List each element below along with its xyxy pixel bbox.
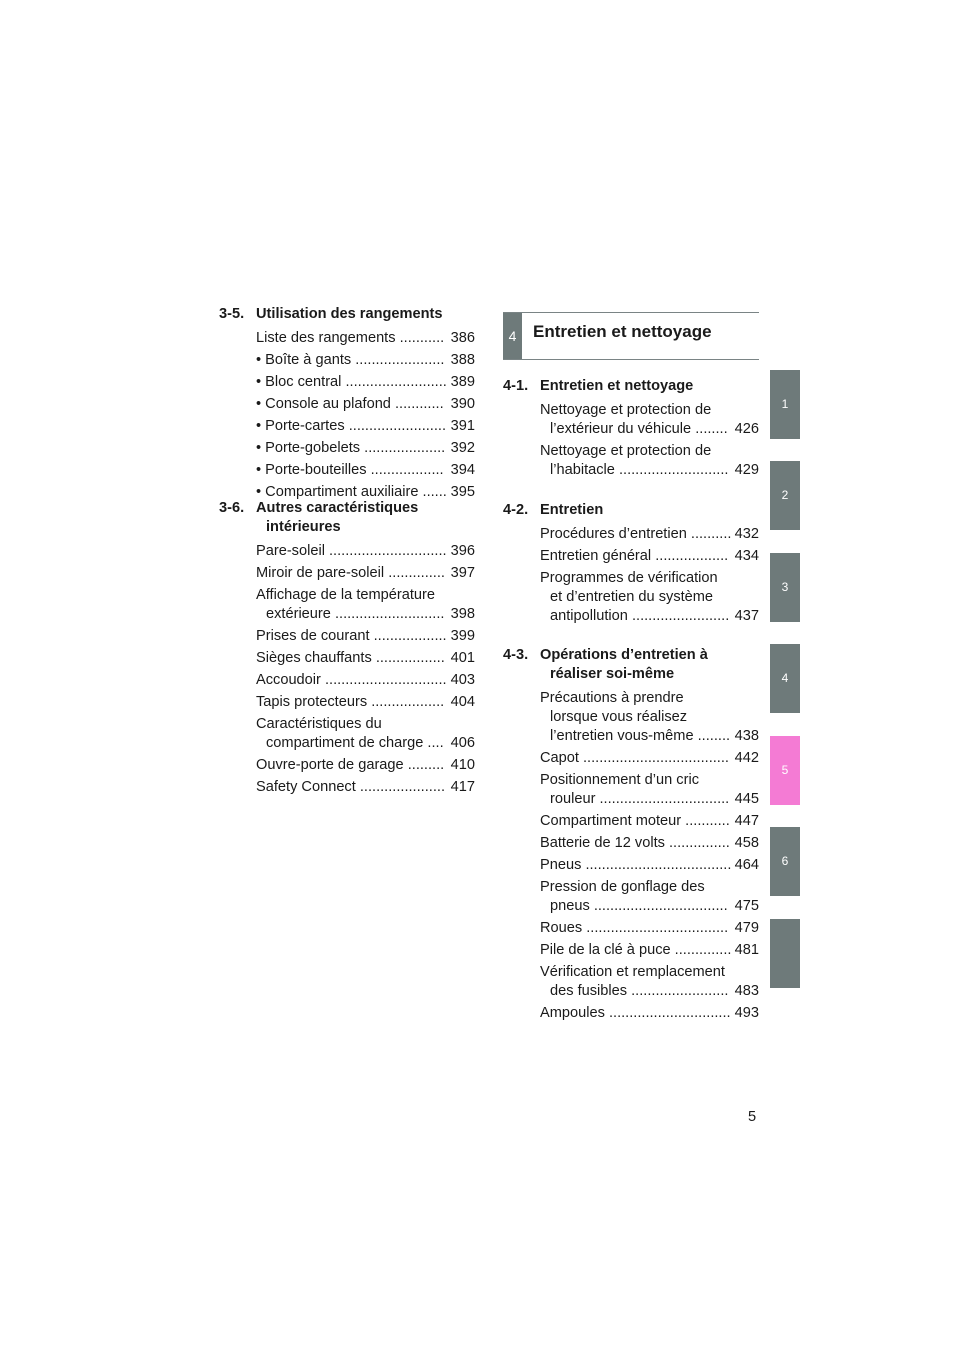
toc-entry-title: Compartiment moteur ........... (540, 813, 730, 829)
toc-entry-page: 432 (734, 526, 759, 542)
chapter-tab-7[interactable] (770, 919, 800, 988)
toc-entry-title: Programmes de vérification et d’entretien du système antipollution ........................ (540, 570, 730, 624)
toc-entry-page: 475 (734, 898, 759, 914)
toc-section-4-1 (503, 377, 759, 483)
toc-entry-page: 483 (734, 983, 759, 999)
section-heading (219, 305, 475, 324)
toc-entry-page: 389 (450, 374, 475, 390)
toc-entry[interactable] (256, 627, 475, 646)
toc-entry-page: 442 (734, 750, 759, 766)
dot-leader: ............... (664, 835, 730, 851)
toc-entry-page: 429 (734, 462, 759, 478)
dot-leader: .............. (384, 565, 445, 581)
toc-entry-title: Pneus .................................... (540, 857, 732, 873)
toc-entry-title: • Boîte à gants ...................... (256, 352, 445, 368)
toc-entry[interactable] (256, 329, 475, 348)
toc-entry[interactable] (256, 671, 475, 690)
tab-label: 6 (781, 854, 789, 868)
toc-entry[interactable] (256, 649, 475, 668)
toc-entry-title: Sièges chauffants ................. (256, 650, 445, 666)
toc-entry[interactable] (540, 941, 759, 960)
toc-entry-title: Accoudoir .............................. (256, 672, 447, 688)
dot-leader: .............................. (320, 672, 447, 688)
toc-entry-title: Nettoyage et protection de l’habitacle ........................... (540, 443, 729, 478)
toc-entry-title: Pression de gonflage des pneus ................................. (540, 879, 728, 914)
toc-entry[interactable] (256, 715, 475, 753)
toc-entry-page: 493 (734, 1005, 759, 1021)
dot-leader: ................................... (582, 920, 729, 936)
toc-entry[interactable] (256, 417, 475, 436)
toc-entry-title: • Porte-bouteilles .................. (256, 462, 444, 478)
chapter-tab-6[interactable] (770, 827, 800, 896)
chapter-title: Entretien et nettoyage (533, 322, 712, 341)
tab-label: 1 (781, 397, 789, 411)
dot-leader: .......... (686, 526, 732, 542)
toc-entry-page: 398 (450, 606, 475, 622)
chapter-header (503, 312, 759, 360)
section-heading (503, 646, 759, 684)
toc-entry[interactable] (256, 373, 475, 392)
dot-leader: .................. (651, 548, 729, 564)
toc-entry-title: • Porte-cartes ........................ (256, 418, 447, 434)
toc-entry[interactable] (540, 878, 759, 916)
toc-entry[interactable] (540, 525, 759, 544)
toc-entry-page: 447 (734, 813, 759, 829)
toc-entry-page: 479 (734, 920, 759, 936)
dot-leader: ........................... (614, 462, 729, 478)
toc-entry-page: 406 (450, 735, 475, 751)
toc-entry-title: • Porte-gobelets .................... (256, 440, 446, 456)
section-heading (219, 499, 475, 537)
toc-entry-title: Roues ................................... (540, 920, 729, 936)
section-heading (503, 501, 759, 520)
section-title: Entretien (540, 502, 604, 518)
toc-entry-page: 403 (450, 672, 475, 688)
toc-entry-title: Procédures d’entretien .......... (540, 526, 732, 542)
toc-entry-title: Safety Connect ..................... (256, 779, 445, 795)
toc-entry-page: 399 (450, 628, 475, 644)
toc-entries (503, 401, 759, 480)
dot-leader: ........... (395, 330, 445, 346)
toc-section-3-6 (219, 499, 475, 800)
toc-entry[interactable] (540, 547, 759, 566)
toc-entry-title: Pile de la clé à puce .............. (540, 942, 732, 958)
toc-entry-page: 426 (734, 421, 759, 437)
toc-entry[interactable] (256, 461, 475, 480)
toc-entry-title: Pare-soleil ............................. (256, 543, 447, 559)
dot-leader: .................. (366, 462, 444, 478)
toc-entry[interactable] (540, 749, 759, 768)
page-number: 5 (748, 1109, 757, 1125)
toc-entry[interactable] (540, 689, 759, 746)
dot-leader: .................. (369, 628, 447, 644)
toc-entry[interactable] (540, 771, 759, 809)
toc-entry[interactable] (540, 856, 759, 875)
toc-entries (503, 525, 759, 626)
toc-entry-page: 390 (450, 396, 475, 412)
toc-entry[interactable] (540, 442, 759, 480)
toc-section-4-2 (503, 501, 759, 629)
dot-leader: ................................. (589, 898, 728, 914)
section-number: 4-3. (503, 647, 529, 663)
toc-entry[interactable] (256, 778, 475, 797)
toc-entry-page: 481 (734, 942, 759, 958)
dot-leader: ..................... (355, 779, 445, 795)
toc-entry-title: Caractéristiques du compartiment de charge .... (256, 716, 444, 751)
toc-entry-title: Liste des rangements ........... (256, 330, 445, 346)
toc-entry-title: • Compartiment auxiliaire ...... (256, 484, 447, 500)
toc-entry-title: Affichage de la température extérieure ........................... (256, 587, 445, 622)
toc-entry-page: 410 (450, 757, 475, 773)
dot-leader: ............................. (324, 543, 447, 559)
toc-entry-title: Ampoules .............................. (540, 1005, 731, 1021)
chapter-tab-2[interactable] (770, 461, 800, 530)
dot-leader: ......... (403, 757, 445, 773)
toc-section-3-5 (219, 305, 475, 505)
toc-entries (219, 329, 475, 502)
toc-entry-title: Ouvre-porte de garage ......... (256, 757, 445, 773)
toc-entry-title: • Console au plafond ............ (256, 396, 444, 412)
dot-leader: ........... (681, 813, 730, 829)
dot-leader: ........ (691, 421, 728, 437)
chapter-tab-3[interactable] (770, 553, 800, 622)
toc-entry[interactable] (540, 834, 759, 853)
toc-entry-page: 445 (734, 791, 759, 807)
toc-entry-page: 394 (450, 462, 475, 478)
toc-section-4-3 (503, 646, 759, 1026)
toc-entry-page: 397 (450, 565, 475, 581)
dot-leader: ........................ (344, 418, 447, 434)
toc-entry[interactable] (256, 351, 475, 370)
toc-entry-title: Précautions à prendre lorsque vous réalisez l’entretien vous-même ........ (540, 690, 731, 744)
tab-label: 4 (781, 671, 789, 685)
toc-entry[interactable] (540, 919, 759, 938)
toc-entry[interactable] (540, 812, 759, 831)
toc-entries (503, 689, 759, 1023)
toc-entry-page: 395 (450, 484, 475, 500)
toc-entry-page: 434 (734, 548, 759, 564)
section-heading (503, 377, 759, 396)
toc-entry-page: 437 (734, 608, 759, 624)
dot-leader: ................. (371, 650, 445, 666)
dot-leader: .................................... (581, 857, 732, 873)
toc-entry[interactable] (540, 401, 759, 439)
dot-leader: ...... (418, 484, 447, 500)
dot-leader: .... (423, 735, 444, 751)
tab-label: 2 (781, 488, 789, 502)
chapter-tab-1[interactable] (770, 370, 800, 439)
toc-entry[interactable] (256, 564, 475, 583)
toc-entry[interactable] (256, 756, 475, 775)
toc-entry-page: 386 (450, 330, 475, 346)
toc-entry-title: Batterie de 12 volts ............... (540, 835, 730, 851)
toc-entry-title: • Bloc central ......................... (256, 374, 447, 390)
toc-entry-page: 388 (450, 352, 475, 368)
toc-entry-page: 458 (734, 835, 759, 851)
toc-entry-title: Prises de courant .................. (256, 628, 447, 644)
section-title: Utilisation des rangements (256, 306, 443, 322)
dot-leader: ........................ (627, 608, 730, 624)
toc-entry-page: 464 (734, 857, 759, 873)
toc-entry[interactable] (256, 542, 475, 561)
toc-entry-title: Nettoyage et protection de l’extérieur du véhicule ........ (540, 402, 728, 437)
toc-entry-page: 404 (450, 694, 475, 710)
toc-entry[interactable] (540, 569, 759, 626)
toc-entry-title: Miroir de pare-soleil .............. (256, 565, 445, 581)
dot-leader: .................. (367, 694, 445, 710)
dot-leader: .............................. (604, 1005, 731, 1021)
section-number: 4-2. (503, 502, 529, 518)
toc-entry-page: 401 (450, 650, 475, 666)
toc-entry-page: 391 (450, 418, 475, 434)
section-number: 3-5. (219, 306, 245, 322)
dot-leader: ........ (693, 728, 731, 744)
dot-leader: .............. (670, 942, 732, 958)
toc-entry-page: 438 (734, 728, 759, 744)
section-title: Entretien et nettoyage (540, 378, 694, 394)
section-number: 4-1. (503, 378, 529, 394)
toc-entry-title: Vérification et remplacement des fusibles ........................ (540, 964, 729, 999)
toc-entry-page: 392 (450, 440, 475, 456)
toc-entry[interactable] (540, 1004, 759, 1023)
toc-entry-title: Tapis protecteurs .................. (256, 694, 445, 710)
tab-label: 5 (781, 763, 789, 777)
tab-label: 3 (781, 580, 789, 594)
toc-entry[interactable] (256, 586, 475, 624)
toc-entries (219, 542, 475, 797)
toc-entry[interactable] (540, 963, 759, 1001)
chapter-number-badge: 4 (503, 313, 522, 359)
dot-leader: ........................ (627, 983, 729, 999)
chapter-tab-4[interactable] (770, 644, 800, 713)
dot-leader: .................... (360, 440, 446, 456)
section-title: Autres caractéristiques intérieures (256, 500, 419, 535)
section-title: Opérations d’entretien à réaliser soi-même (540, 647, 708, 682)
toc-entry-title: Positionnement d’un cric rouleur ................................ (540, 772, 730, 807)
toc-entry[interactable] (256, 439, 475, 458)
toc-entry[interactable] (256, 395, 475, 414)
toc-entry-page: 396 (450, 543, 475, 559)
dot-leader: ................................ (595, 791, 730, 807)
toc-entry-title: Entretien général .................. (540, 548, 729, 564)
toc-entry[interactable] (256, 693, 475, 712)
dot-leader: ...................... (351, 352, 445, 368)
section-number: 3-6. (219, 500, 245, 516)
dot-leader: ........................... (330, 606, 445, 622)
toc-entry-title: Capot .................................... (540, 750, 729, 766)
dot-leader: .................................... (578, 750, 729, 766)
dot-leader: ............ (390, 396, 444, 412)
dot-leader: ......................... (341, 374, 447, 390)
chapter-tab-5[interactable] (770, 736, 800, 805)
toc-entry-page: 417 (450, 779, 475, 795)
